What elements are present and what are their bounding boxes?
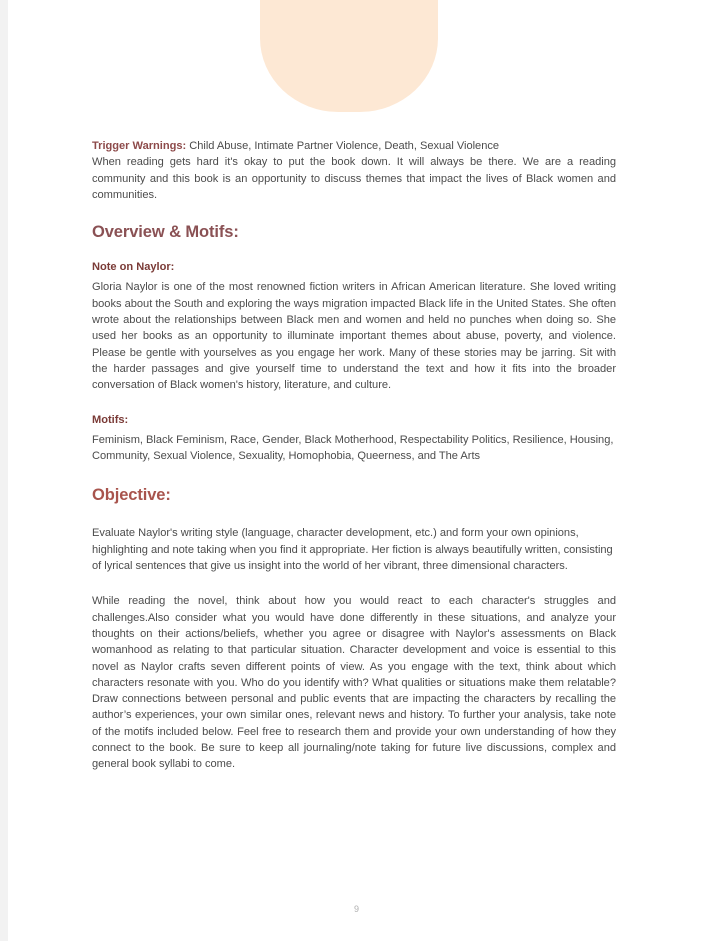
motifs-label: Motifs: [92,413,129,426]
spacer [92,394,616,412]
note-on-naylor-body: Gloria Naylor is one of the most renowned fiction writers in African American literature. She loved writing books about the South and exploring the ways migration impacted Black life in the United States. She often wrote about the relationships between Black men and women and held no punches when doing so. She used her books as an opportunity to illuminate important themes about abuse, poverty, and violence. Please be gentle with yourselves as you engage her work. Many of these stories may be jarring. Sit with the harder passages and give yourself time to understand the text and how it fits into the broader conversation of Black women's history, literature, and culture. [92,281,616,392]
spacer [92,505,616,525]
objective-paragraph-2: While reading the novel, think about how you would react to each character's struggles and challenges.Also consider what you would have done differently in these situations, and analyze your thoughts on their actions/beliefs, whether you agree or disagree with Naylor's assessments on Black womanhood as relating to that particular situation. Character development and voice is essential to this novel as Naylor crafts seven different points of view. As you engage with the text, think about which characters resonate with you. Who do you identify with? What qualities or situations make them relatable? Draw connections between personal and public events that are impacting the characters by recalling the author’s experiences, your own similar ones, relevant news and history. To further your analysis, take note of the motifs included below. Feel free to research them and provide your own understanding of how they connect to the book. Be sure to keep all journaling/note taking for future live discussions, complex and general book syllabi to come. [92,595,616,771]
spacer [92,464,616,486]
page-sheet [8,0,705,941]
note-on-naylor-label: Note on Naylor: [92,261,175,274]
objective-heading: Objective: [92,486,171,505]
trigger-warnings-label: Trigger Warnings: [92,140,187,152]
overview-motifs-heading: Overview & Motifs: [92,223,239,242]
trigger-warnings-list: Child Abuse, Intimate Partner Violence, Death, Sexual Violence [186,140,500,152]
spacer [92,242,616,259]
trigger-warnings-note: When reading gets hard it's okay to put the book down. It will always be there. We are a reading community and this book is an opportunity to discuss themes that impact the lives of Black women and communities. [92,156,616,201]
page-content [92,138,616,773]
objective-paragraph-1: Evaluate Naylor's writing style (language, character development, etc.) and form your own opinions, highlighting and note taking when you find it appropriate. Her fiction is always beautifully written, consisting of lyrical sentences that give us insight into the world of her vibrant, three dimensional characters. [92,527,613,573]
spacer [92,574,616,593]
decorative-blob-shape [260,0,438,112]
spacer [92,203,616,223]
trigger-warnings-line [92,138,616,154]
page-number: 9 [353,904,359,914]
motifs-body: Feminism, Black Feminism, Race, Gender, Black Motherhood, Respectability Politics, Resilience, Housing, Community, Sexual Violence, Sexuality, Homophobia, Queerness, and The Arts [92,433,614,463]
